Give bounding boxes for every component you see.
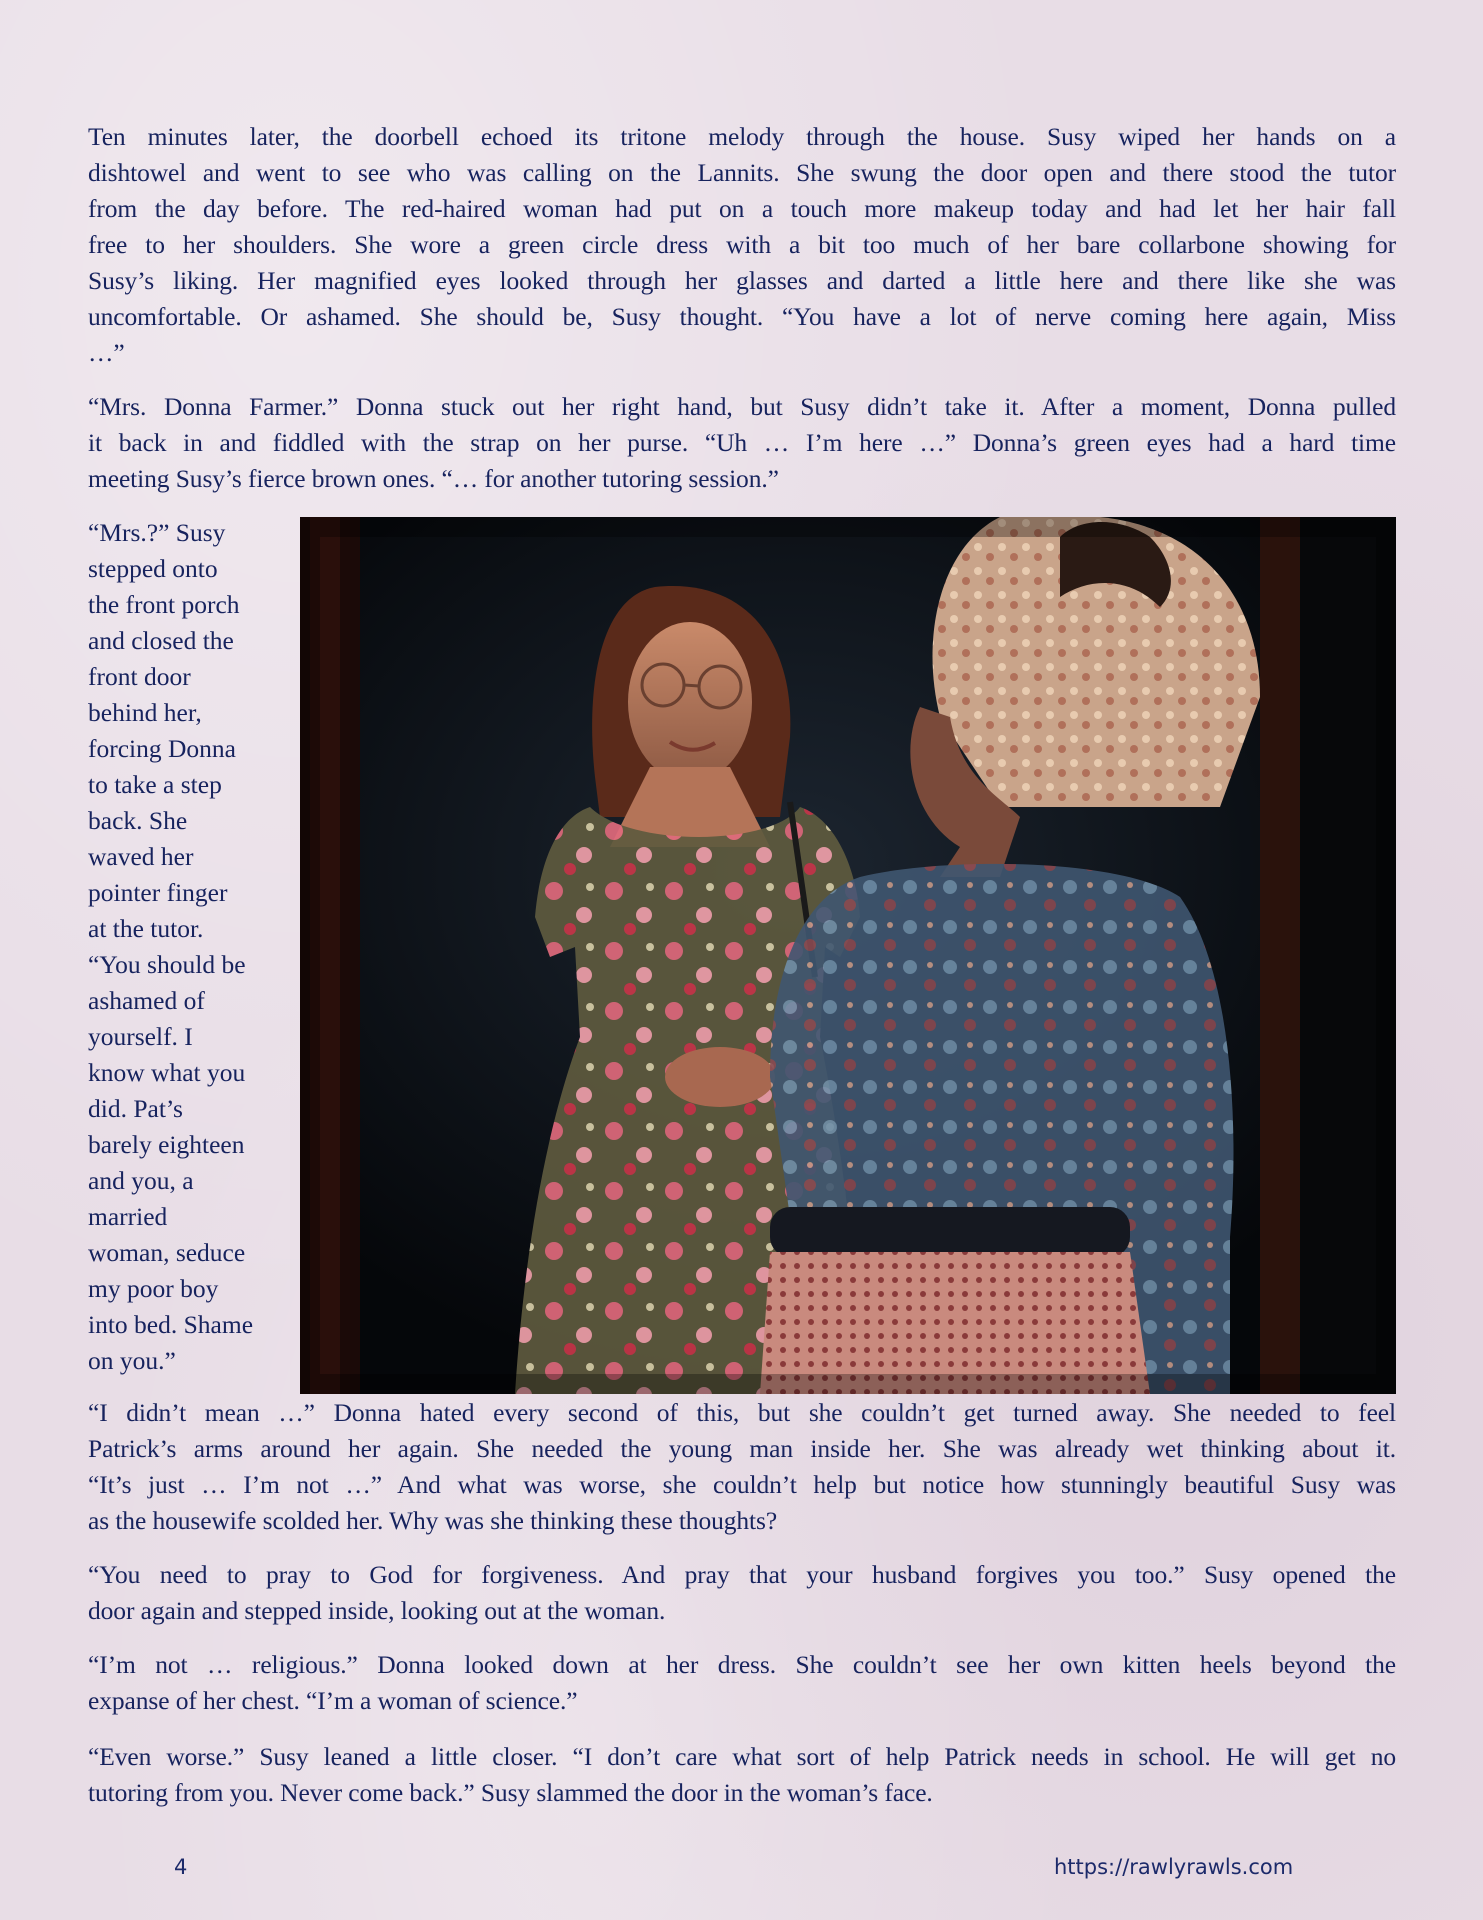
- text-line: tutoring from you. Never come back.” Susy slammed the door in the woman’s face.: [88, 1778, 933, 1807]
- text-line: from the day before. The red-haired woman had put on a touch more makeup today and had let her hair fall: [88, 194, 1396, 223]
- text-line: uncomfortable. Or ashamed. She should be, Susy thought. “You have a lot of nerve coming here again, Miss: [88, 302, 1396, 331]
- text-line: to take a step: [88, 770, 222, 799]
- text-line: woman, seduce: [88, 1238, 246, 1267]
- text-line: ashamed of: [88, 986, 205, 1015]
- text-line: know what you: [88, 1058, 246, 1087]
- text-line: “Even worse.” Susy leaned a little closer. “I don’t care what sort of help Patrick needs in school. He will get no: [88, 1742, 1396, 1771]
- text-line: waved her: [88, 842, 194, 871]
- text-line: expanse of her chest. “I’m a woman of science.”: [88, 1686, 578, 1715]
- text-line: dishtowel and went to see who was calling on the Lannits. She swung the door open and there stood the tutor: [88, 158, 1396, 187]
- text-line: …”: [88, 338, 125, 367]
- text-line: “Mrs.?” Susy: [88, 518, 226, 547]
- text-line: at the tutor.: [88, 914, 204, 943]
- text-line: as the housewife scolded her. Why was she thinking these thoughts?: [88, 1506, 778, 1535]
- text-line: my poor boy: [88, 1274, 219, 1303]
- text-line: stepped onto: [88, 554, 218, 583]
- text-line: forcing Donna: [88, 734, 236, 763]
- text-line: barely eighteen: [88, 1130, 245, 1159]
- text-line: behind her,: [88, 698, 202, 727]
- footer-url-link[interactable]: https://rawlyrawls.com: [1054, 1855, 1294, 1879]
- text-line: meeting Susy’s fierce brown ones. “… for another tutoring session.”: [88, 464, 779, 493]
- text-line: pointer finger: [88, 878, 228, 907]
- text-line: “I didn’t mean …” Donna hated every second of this, but she couldn’t get turned away. She needed to feel: [88, 1398, 1396, 1427]
- text-line: and closed the: [88, 626, 234, 655]
- text-line: Ten minutes later, the doorbell echoed its tritone melody through the house. Susy wiped her hands on a: [88, 122, 1396, 151]
- story-illustration: [300, 517, 1396, 1394]
- text-line: “You need to pray to God for forgiveness. And pray that your husband forgives you too.” Susy opened the: [88, 1560, 1396, 1589]
- text-line: the front porch: [88, 590, 240, 619]
- illustration-render: [300, 517, 1396, 1394]
- text-line: “You should be: [88, 950, 246, 979]
- text-line: front door: [88, 662, 191, 691]
- text-line: Susy’s liking. Her magnified eyes looked through her glasses and darted a little here and there like she was: [88, 266, 1396, 295]
- text-line: “It’s just … I’m not …” And what was worse, she couldn’t help but notice how stunningly beautiful Susy was: [88, 1470, 1396, 1499]
- text-line: married: [88, 1202, 168, 1231]
- text-line: door again and stepped inside, looking out at the woman.: [88, 1596, 666, 1625]
- text-line: it back in and fiddled with the strap on her purse. “Uh … I’m here …” Donna’s green eyes had a hard time: [88, 428, 1396, 457]
- text-line: Patrick’s arms around her again. She needed the young man inside her. She was already wet thinking about it.: [88, 1434, 1396, 1463]
- text-line: “Mrs. Donna Farmer.” Donna stuck out her right hand, but Susy didn’t take it. After a moment, Donna pulled: [88, 392, 1396, 421]
- text-line: into bed. Shame: [88, 1310, 254, 1339]
- text-line: back. She: [88, 806, 188, 835]
- text-line: on you.”: [88, 1346, 176, 1375]
- text-line: “I’m not … religious.” Donna looked down at her dress. She couldn’t see her own kitten heels beyond the: [88, 1650, 1396, 1679]
- text-line: free to her shoulders. She wore a green circle dress with a bit too much of her bare collarbone showing for: [88, 230, 1396, 259]
- text-line: did. Pat’s: [88, 1094, 183, 1123]
- page-number: 4: [174, 1855, 188, 1879]
- text-line: yourself. I: [88, 1022, 193, 1051]
- text-line: and you, a: [88, 1166, 194, 1195]
